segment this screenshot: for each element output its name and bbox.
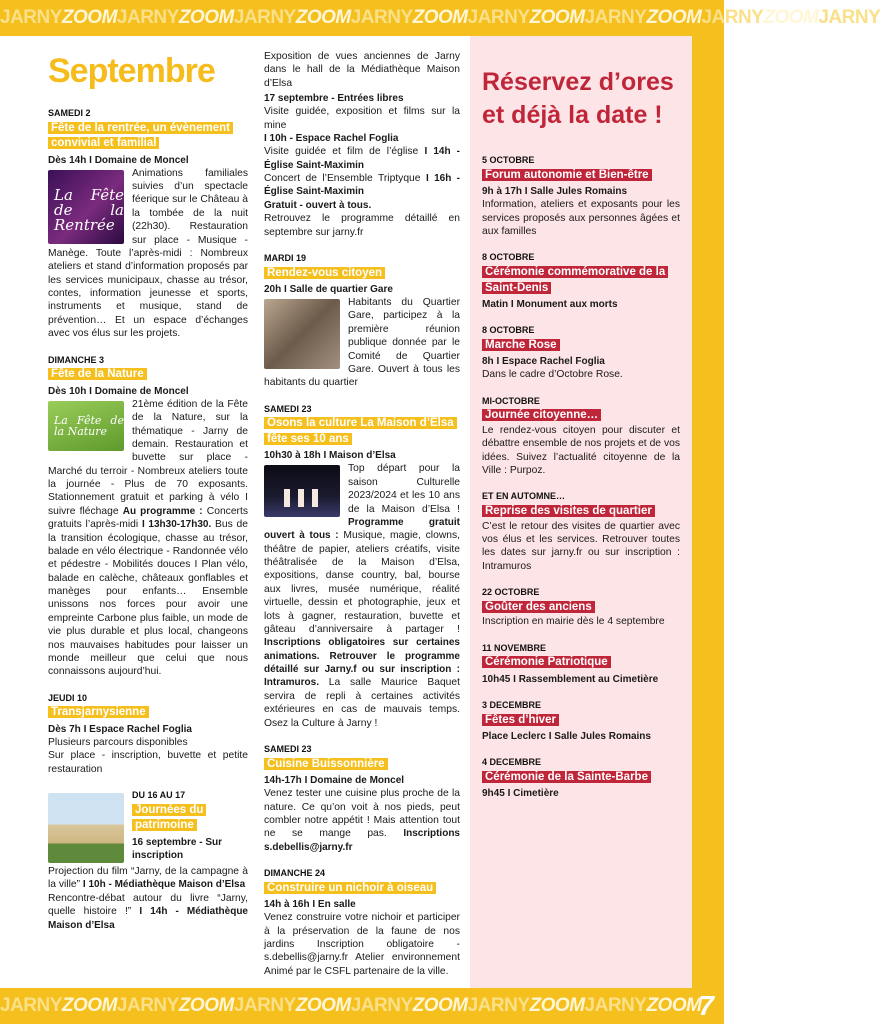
event-text: Animations familiales suivies d’un spectacle féerique sur le Château à la tombée de la nuit (22h30). Restauration sur place - Musique - Manège. Toute l’après-midi : Nombreux ateliers et stand d’information proposés par les services municipaux, chasse au trésor, contes, information jeunesse et sports, instruments et musique, stand de prévention… Et un espace d’échanges avec vos élus sur les projets. xyxy=(48,167,248,340)
reserve-event xyxy=(482,491,680,573)
event-text: C’est le retour des visites de quartier avec vos élus et les services. Retrouver toutes les dates sur jarny.fr ou sur inscription : Intramuros xyxy=(482,520,680,572)
event-text: Dans le cadre d’Octobre Rose. xyxy=(482,369,623,381)
side-band xyxy=(692,36,724,988)
event-osons-culture: SAMEDI 23 Osons la culture La Maison d’Elsa fête ses 10 ans 10h30 à 18h I Maison d’Elsa Top départ pour la saison Culturelle 2023/2024 et les 10 ans de la Maison d’Elsa ! Programme gratuit ouvert à tous : Musique, magie, clowns, théâtre de papier, ateliers créatifs, visite théâtralisée de la Maison d’Elsa, expositions, danse country, bal, bourse aux livres, musée numérique, réalité virtuelle, dessin et photographie, jeux et lots à gagner, restauration, buvette et gâteau d’anniversaire à partager ! Inscriptions obligatoires sur certaines animations. Retrouver le programme détaillé sur Jarny.f ou sur inscription : Intramuros. La salle Maurice Baquet servira de repli à certaines activités extérieures en cas de mauvais temps. Osez la Culture à Jarny ! xyxy=(264,403,460,729)
event-title: Cérémonie de la Sainte-Barbe xyxy=(482,771,651,783)
reserve-event xyxy=(482,757,680,800)
event-when: 8h I Espace Rachel Foglia xyxy=(482,356,605,368)
event-when: 14h à 16h I En salle xyxy=(264,899,356,911)
event-title: Osons la culture La Maison d’Elsa fête ses 10 ans xyxy=(264,417,457,445)
event-title: Fête de la Nature xyxy=(48,368,147,380)
event-day: 3 DECEMBRE xyxy=(482,699,542,710)
event-when: 14h-17h I Domaine de Moncel xyxy=(264,775,405,787)
meeting-image xyxy=(264,299,340,369)
event-when: Matin I Monument aux morts xyxy=(482,299,618,311)
event-title: Journée citoyenne… xyxy=(482,409,601,421)
event-nichoir: DIMANCHE 24 Construire un nichoir à oiseau 14h à 16h I En salle Venez construire votre nichoir et participer à la préservation de la faune de nos jardins Inscription obligatoire - s.debellis@jarny.fr Atelier environnement Animé par le CSFL partenaire de la ville. xyxy=(264,868,460,977)
event-transjarnysienne: JEUDI 10 Transjarnysienne Dès 7h I Espace Rachel Foglia Plusieurs parcours disponibles Sur place - inscription, buvette et petite restauration xyxy=(48,692,248,775)
event-when: 10h45 I Rassemblement au Cimetière xyxy=(482,673,659,685)
event-fete-nature: DIMANCHE 3 Fête de la Nature Dès 10h I Domaine de Moncel La Fête de la Nature 21ème édition de la Fête de la Nature, sur la thématique - Jarny de demain. Restauration et buvette sur place - Marché du terroir - Nombreux ateliers toute la journée - Plus de 70 exposants. Stationnement gratuit et parking à vélo I suivre fléchage Au programme : Concerts gratuits l’après-midi I 13h30-17h30. Bus de la transition écologique, chasse au trésor, balade en vélo électrique - Randonnée vélo et pédestre - Mobilités douces I Plan vélo, balade en calèche, châteaux gonflables et manèges pour enfants… Ensemble unissons nos forces pour avoir une empreinte Carbone plus faible, un mode de vie plus durable et plus local, changeons nos mauvaises habitudes pour laisser un monde meilleur que celui que nous connaissons aujourd’hui. xyxy=(48,354,248,678)
event-title: Cérémonie Patriotique xyxy=(482,656,611,668)
event-day: SAMEDI 23 xyxy=(264,403,312,414)
month-title: Septembre xyxy=(48,52,215,90)
reserve-panel xyxy=(470,36,692,988)
event-title: Forum autonomie et Bien-être xyxy=(482,169,652,181)
event-cuisine-buissonniere: SAMEDI 23 Cuisine Buissonnière 14h-17h I Domaine de Moncel Venez tester une cuisine plus proche de la nature. Ce qu’on voit à nos pieds, peut combler notre appétit ! Mais attention tout ne se mange pas. Inscriptions s.debellis@jarny.fr xyxy=(264,743,460,853)
event-day: MI-OCTOBRE xyxy=(482,395,540,406)
event-patrimoine: DU 16 AU 17 Journées du patrimoine 16 septembre - Sur inscription Projection du film “Jarny, de la campagne à la ville” I 10h - Médiathèque Maison d’Elsa Rencontre-débat autour du livre “Jarny, quelle histoire !” I 14h - Médiathèque Maison d’Elsa xyxy=(48,790,248,931)
chateau-image xyxy=(48,793,124,863)
event-title: Cérémonie commémorative de la Saint-Denis xyxy=(482,266,668,294)
event-fete-rentree xyxy=(48,108,248,341)
event-day: 11 NOVEMBRE xyxy=(482,642,547,653)
event-when: 10h30 à 18h I Maison d’Elsa xyxy=(264,450,396,462)
reserve-event xyxy=(482,155,680,238)
event-title: Rendez-vous citoyen xyxy=(264,267,385,279)
event-rendez-vous-citoyen: MARDI 19 Rendez-vous citoyen 20h I Salle de quartier Gare Habitants du Quartier Gare, participez à la première réunion publique donnée par le Comité de Quartier Gare. Ouvert à tous les habitants du quartier xyxy=(264,252,460,389)
event-when: Dès 7h I Espace Rachel Foglia xyxy=(48,723,192,735)
event-when: 9h à 17h I Salle Jules Romains xyxy=(482,186,628,198)
footer-band: JARNYZOOMJARNYZOOMJARNYZOOMJARNYZOOMJARNYZOOMJARNYZOOM xyxy=(0,988,724,1024)
event-day: DU 16 AU 17 xyxy=(132,790,186,800)
fete-rentree-image: La Fête de la Rentrée xyxy=(48,170,124,244)
event-day: 22 OCTOBRE xyxy=(482,587,540,598)
event-day: 8 OCTOBRE xyxy=(482,325,535,336)
event-text: Le rendez-vous citoyen pour discuter et débattre ensemble de nos projets et de vos idées. Suivez l’actualité citoyenne de la Ville : Purpoz. xyxy=(482,424,680,476)
event-title: Fêtes d’hiver xyxy=(482,714,559,726)
event-day: SAMEDI 2 xyxy=(48,108,91,118)
patrimoine-continued: Exposition de vues anciennes de Jarny dans le hall de la Médiathèque Maison d’Elsa 17 septembre - Entrées libres Visite guidée, exposition et films sur la mine I 10h - Espace Rachel Foglia Visite guidée et film de l’église I 14h - Église Saint-Maximin Concert de l’Ensemble Triptyque I 16h - Église Saint-Maximin Gratuit - ouvert à tous. Retrouvez le programme détaillé en septembre sur jarny.fr xyxy=(264,51,460,238)
band-word-jarny: JARNY xyxy=(0,7,62,28)
event-day: ET EN AUTOMNE… xyxy=(482,491,566,502)
event-title: Goûter des anciens xyxy=(482,601,595,613)
event-day: DIMANCHE 3 xyxy=(48,354,105,365)
september-column xyxy=(48,50,248,946)
reserve-event xyxy=(482,643,680,686)
reserve-event xyxy=(482,700,680,743)
reserve-heading: Réservez d’ores et déjà la date ! xyxy=(482,68,674,129)
event-day: 8 OCTOBRE xyxy=(482,252,535,263)
event-title: Transjarnysienne xyxy=(48,706,149,718)
reserve-event xyxy=(482,587,680,629)
event-when: 9h45 I Cimetière xyxy=(482,788,559,800)
event-title: Marche Rose xyxy=(482,339,560,351)
fete-nature-image: La Fête de la Nature xyxy=(48,401,124,451)
band-word-zoom: ZOOM xyxy=(61,7,117,28)
event-text-2: Bus de la transition écologique, chasse au trésor, balade en vélo électrique - Randonnée vélo et pédestre - Mobilités douces I Plan vélo, balade en calèche, châteaux gonflables et manèges pour enfants… Ensemble unissons nos forces pour avoir une empreinte Carbone plus faible, un mode de vie plus durable et plus local, changeons nos mauvaises habitudes pour laisser un monde meilleur que celui que nous connaissons aujourd’hui. xyxy=(48,519,248,678)
middle-column xyxy=(264,50,460,992)
event-day: 5 OCTOBRE xyxy=(482,155,535,165)
event-day: 4 DECEMBRE xyxy=(482,757,542,768)
event-when: 20h I Salle de quartier Gare xyxy=(264,284,393,296)
header-band: JARNYZOOMJARNYZOOMJARNYZOOMJARNYZOOMJARNYZOOMJARNYZOOMJARNYZOOMJARNY xyxy=(0,0,724,36)
reserve-event xyxy=(482,396,680,478)
page-number: 7 xyxy=(698,990,714,1021)
event-text: Information, ateliers et exposants pour les services proposés aux personnes âgées et aux familles xyxy=(482,199,680,237)
reserve-event xyxy=(482,252,680,311)
event-text: Inscription en mairie dès le 4 septembre xyxy=(482,616,665,628)
event-when: Dès 10h I Domaine de Moncel xyxy=(48,385,189,397)
event-day: DIMANCHE 24 xyxy=(264,868,326,878)
event-when: 16 septembre - Sur inscription xyxy=(132,836,223,861)
event-day: JEUDI 10 xyxy=(48,692,88,703)
stage-image xyxy=(264,465,340,517)
event-text: 21ème édition de la Fête de la Nature, sur la thématique - Jarny de demain. Restauration et buvette sur place - Marché du terroir - Nombreux ateliers toute la journée - Plus de 70 exposants. Stationnement gratuit et parking à vélo I suivre fléchage xyxy=(48,398,248,517)
event-day: SAMEDI 23 xyxy=(264,743,312,754)
event-title: Cuisine Buissonnière xyxy=(264,758,388,770)
event-when: Place Leclerc I Salle Jules Romains xyxy=(482,731,651,743)
event-title: Reprise des visites de quartier xyxy=(482,505,655,517)
event-when: Dès 14h I Domaine de Moncel xyxy=(48,154,189,166)
reserve-event xyxy=(482,325,680,382)
event-title: Journées du patrimoine xyxy=(132,804,206,832)
event-title: Construire un nichoir à oiseau xyxy=(264,882,436,894)
event-title: Fête de la rentrée, un évènement convivial et familial xyxy=(48,122,233,150)
event-day: MARDI 19 xyxy=(264,252,307,263)
